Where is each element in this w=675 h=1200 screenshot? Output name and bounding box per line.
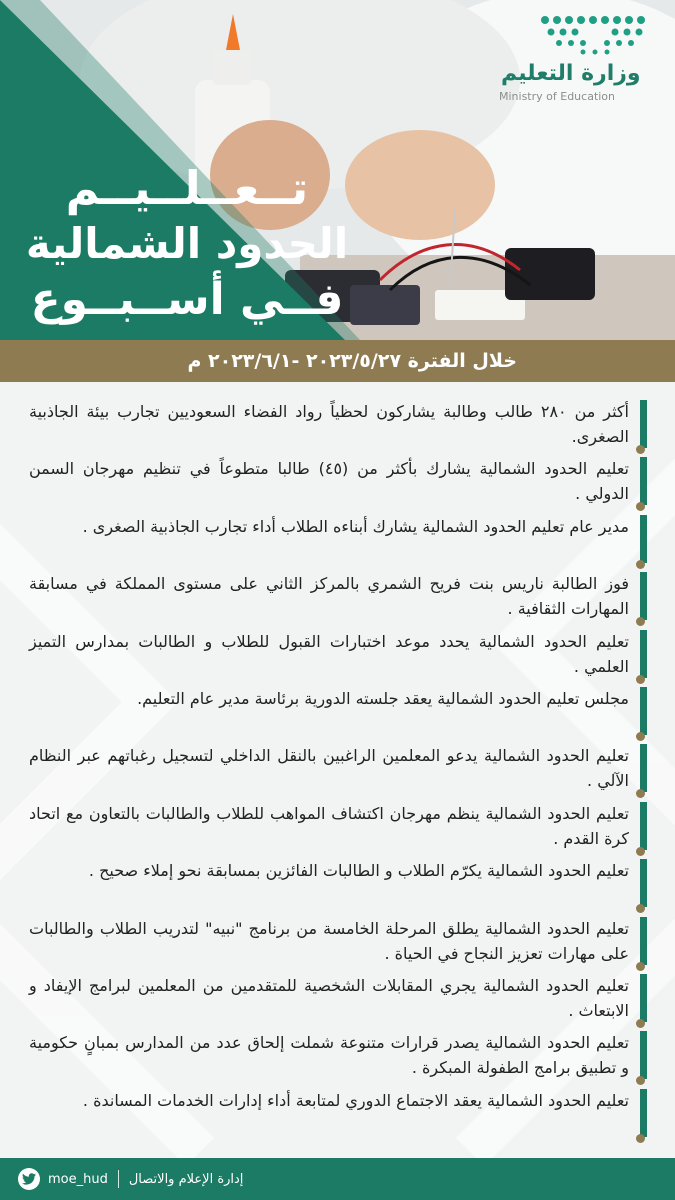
header-banner — [0, 0, 675, 340]
item-marker-bar — [640, 515, 647, 563]
news-text: مدير عام تعليم الحدود الشمالية يشارك أبناءه الطلاب أداء تجارب الجاذبية الصغرى . — [82, 516, 629, 536]
news-text: تعليم الحدود الشمالية يحدد موعد اختبارات القبول للطلاب و الطالبات بمدارس التميز العلمي . — [29, 631, 629, 676]
item-marker-bar — [640, 917, 647, 965]
twitter-handle[interactable]: moe_hud — [48, 1171, 108, 1187]
item-marker-bar — [640, 400, 647, 448]
news-item — [0, 683, 675, 740]
item-marker-bar — [640, 802, 647, 850]
item-marker-dot — [636, 1134, 645, 1143]
item-marker-bar — [640, 457, 647, 505]
news-item — [0, 1027, 675, 1084]
title-line-2: الحدود الشمالية — [25, 219, 349, 268]
footer-divider — [118, 1170, 119, 1188]
news-item — [0, 798, 675, 855]
page-title — [17, 160, 357, 328]
item-marker-bar — [640, 687, 647, 735]
news-item — [0, 453, 675, 510]
title-line-1: تــعــلــيــم — [65, 161, 309, 215]
news-text: تعليم الحدود الشمالية يطلق المرحلة الخامسة من برنامج "نبيه" لتدريب الطلاب والطالبات على مهارات تعزيز النجاح في الحياة . — [29, 918, 629, 963]
news-item — [0, 511, 675, 568]
title-line-3: فــي أســبــوع — [30, 274, 344, 325]
news-list — [0, 396, 675, 1142]
news-section — [0, 382, 675, 1158]
ministry-logo — [501, 10, 661, 102]
logo-dots-icon — [537, 10, 653, 56]
news-item — [0, 970, 675, 1027]
item-marker-bar — [640, 744, 647, 792]
news-text: تعليم الحدود الشمالية يشارك بأكثر من (٤٥) طالبا متطوعاً في تنظيم مهرجان السمن الدولي . — [29, 459, 629, 504]
news-item — [0, 568, 675, 625]
item-marker-bar — [640, 630, 647, 678]
news-text: تعليم الحدود الشمالية ينظم مهرجان اكتشاف المواهب للطلاب والطالبات بالتعاون مع اتحاد كرة القدم . — [29, 803, 629, 848]
news-text: مجلس تعليم الحدود الشمالية يعقد جلسته الدورية برئاسة مدير عام التعليم. — [137, 688, 629, 708]
item-marker-bar — [640, 859, 647, 907]
logo-english-text: Ministry of Education — [499, 90, 616, 103]
item-marker-bar — [640, 1089, 647, 1137]
footer-credits — [18, 1158, 243, 1200]
news-item — [0, 740, 675, 797]
news-text: تعليم الحدود الشمالية يعقد الاجتماع الدوري لمتابعة أداء إدارات الخدمات المساندة . — [82, 1090, 629, 1110]
news-item — [0, 626, 675, 683]
footer-bar — [0, 1158, 675, 1200]
period-bar: خلال الفترة ٢٠٢٣/٥/٢٧ -٢٠٢٣/٦/١ م — [0, 340, 675, 382]
news-text: تعليم الحدود الشمالية يجري المقابلات الشخصية للمتقدمين من المعلمين لبرامج الإيفاد و الابتعاث . — [29, 975, 629, 1020]
news-item — [0, 855, 675, 912]
department-name: إدارة الإعلام والاتصال — [128, 1171, 244, 1187]
item-marker-bar — [640, 1031, 647, 1079]
item-marker-bar — [640, 974, 647, 1022]
news-text: فوز الطالبة ناريس بنت فريح الشمري بالمركز الثاني على مستوى المملكة في مسابقة المهارات الثقافية . — [29, 574, 629, 619]
news-item — [0, 1085, 675, 1142]
item-marker-bar — [640, 572, 647, 620]
news-item — [0, 913, 675, 970]
news-text: أكثر من ٢٨٠ طالب وطالبة يشاركون لحظياً رواد الفضاء السعوديين تجارب بيئة الجاذبية الصغرى. — [29, 402, 629, 446]
news-item — [0, 396, 675, 453]
news-text: تعليم الحدود الشمالية يدعو المعلمين الراغبين بالنقل الداخلي لتسجيل رغباتهم عبر النظام الآلي . — [29, 746, 629, 791]
news-text: تعليم الحدود الشمالية يصدر قرارات متنوعة شملت إلحاق عدد من المدارس بمبانٍ حكومية و تطبيق برامج الطفولة المبكرة . — [29, 1033, 629, 1078]
twitter-icon[interactable] — [18, 1168, 40, 1190]
news-text: تعليم الحدود الشمالية يكرّم الطلاب و الطالبات الفائزين بمسابقة نحو إملاء صحيح . — [88, 861, 629, 881]
logo-arabic-text: وزارة التعليم — [501, 61, 641, 86]
